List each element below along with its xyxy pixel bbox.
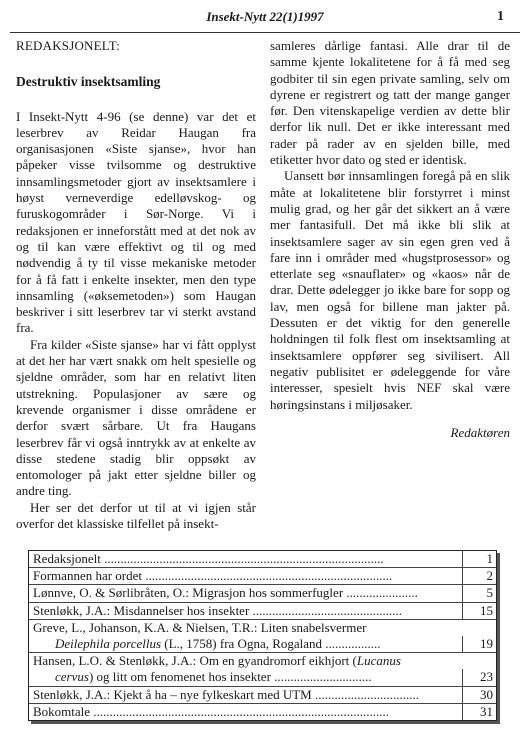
toc-row[interactable]: Redaksjonelt ...................................................................................... 1: [29, 551, 496, 568]
editorial-right-column: [270, 38, 510, 441]
signature: Redaktøren: [450, 424, 510, 440]
toc-row[interactable]: Hansen, L.O. & Stenløkk, J.A.: Om en gyandromorf eikhjort (Lucanus cervus) og litt om fenomenet hos insekter .............................. 23: [29, 653, 496, 686]
species-name: cervus: [55, 669, 89, 685]
paragraph: Fra kilder «Siste sjanse» har vi fått opplyst at det her har vært snakk om helt spesielle og sjeldne områder, som har en relativt liten utstrekning. Populasjoner av sære og krevende organismer i disse områdene er derfor svært sårbare. Ut fra Haugans leserbrev får vi også inntrykk av at enkelte av disse stedene stadig blir oppsøkt av entomologer på jakt etter sjeldne biller og andre ting.: [16, 336, 256, 499]
paragraph: Uansett bør innsamlingen foregå på en slik måte at lokalitetene blir forstyrret i minst mulig grad, og her går det sikkert an å være mer fantasifull. Det må ikke bli slik at insektsamlere sager av sin egen gren ved å fare inn i områder med «hugstprosessor» og etterlate seg «snauflater» og «kaos» når de drar. Dette ødelegger jo ikke bare for sopp og lav, men også for billene man jakter på. Dessuten er det viktig for den generelle holdningen til folk flest om insektsamling at insektsamlere oppfører seg sivilisert. All negativ publisitet er ødeleggende for våre interesser, spesielt hvis NEF skal være høringsinstans i miljøsaker.: [270, 168, 510, 412]
toc-page-number: 31: [462, 704, 496, 720]
toc-row[interactable]: Bokomtale ........................................................................................... 31: [29, 704, 496, 720]
toc-page-number: 15: [462, 603, 496, 619]
species-name: Deilephila porcellus: [55, 636, 162, 652]
toc-row[interactable]: Lønnve, O. & Sørlibråten, O.: Migrasjon hos sommerfugler ...................... 5: [29, 585, 496, 602]
journal-title: Insekt-Nytt 22(1)1997: [206, 9, 324, 24]
toc-page-number: 1: [462, 551, 496, 567]
toc-entry-title: Hansen, L.O. & Stenløkk, J.A.: Om en gyandromorf eikhjort (: [33, 653, 357, 669]
paragraph: samleres dårlige fantasi. Alle drar til de samme kjente lokalitetene for å få med seg godbiter til sin egen private samling, selv om dyrene er registrert og tatt der mange ganger før. Den vitenskapelige verdien av dette blir derfor lik null. Det er ikke interessant med rader på rader av en sjelden bille, med etiketter hvor dato og sted er identisk.: [270, 38, 510, 168]
toc-entry-title: Stenløkk, J.A.: Kjekt å ha – nye fylkeskart med UTM: [33, 686, 312, 702]
paragraph: Her ser det derfor ut til at vi igjen står overfor det klassiske tilfellet på insekt-: [16, 499, 256, 532]
species-genus: Lucanus: [356, 653, 401, 669]
article-title: Destruktiv insektsamling: [16, 74, 161, 90]
paragraph: I Insekt-Nytt 4-96 (se denne) var det et leserbrev av Reidar Haugan fra organisasjonen «Siste sjanse», hvor han påpeker visse tvilsomme og destruktive innsamlingsmetoder gjort av insektsamlere i høyst verneverdige edelløvskog- og furuskogområder i Sør-Norge. Vi i redaksjonen er inneforstått med at det nok av og til kan være effektivt og til og med nødvendig å ty til visse mekaniske metoder for å få fatt i enkelte insekter, men den type innsamling («øksemetoden») som Haugan beskriver i sitt leserbrev tar vi sterkt avstand fra.: [16, 108, 256, 336]
toc-page-number: 2: [462, 568, 496, 584]
toc-row[interactable]: Greve, L., Johanson, K.A. & Nielsen, T.R.: Liten snabelsvermer Deilephila porcellus (L., 1758) fra Ogna, Rogaland ................. 19: [29, 620, 496, 653]
toc-entry-title: Bokomtale: [33, 703, 91, 719]
toc-entry-title: Formannen har ordet: [33, 568, 143, 584]
table-of-contents: [28, 550, 497, 721]
toc-row[interactable]: Formannen har ordet ............................................................................ 2: [29, 568, 496, 585]
header-rule: [10, 32, 520, 33]
page-number: 1: [497, 9, 504, 24]
toc-entry-title: Lønnve, O. & Sørlibråten, O.: Migrasjon hos sommerfugler: [33, 585, 344, 601]
toc-page-number: 30: [462, 687, 496, 703]
toc-entry-title: Greve, L., Johanson, K.A. & Nielsen, T.R.: Liten snabelsvermer: [33, 619, 367, 635]
toc-entry-title: Stenløkk, J.A.: Misdannelser hos insekter: [33, 602, 250, 618]
section-label: REDAKSJONELT:: [16, 38, 121, 53]
toc-entry-title: Redaksjonelt: [33, 551, 101, 566]
toc-page-number: 5: [462, 585, 496, 601]
toc-row[interactable]: Stenløkk, J.A.: Kjekt å ha – nye fylkeskart med UTM ................................ 30: [29, 687, 496, 704]
toc-page-number: 19: [462, 636, 496, 652]
editorial-left-column: [16, 38, 256, 532]
page-header: [0, 9, 530, 29]
toc-row[interactable]: Stenløkk, J.A.: Misdannelser hos insekter .............................................. 15: [29, 603, 496, 620]
toc-page-number: 23: [462, 669, 496, 685]
